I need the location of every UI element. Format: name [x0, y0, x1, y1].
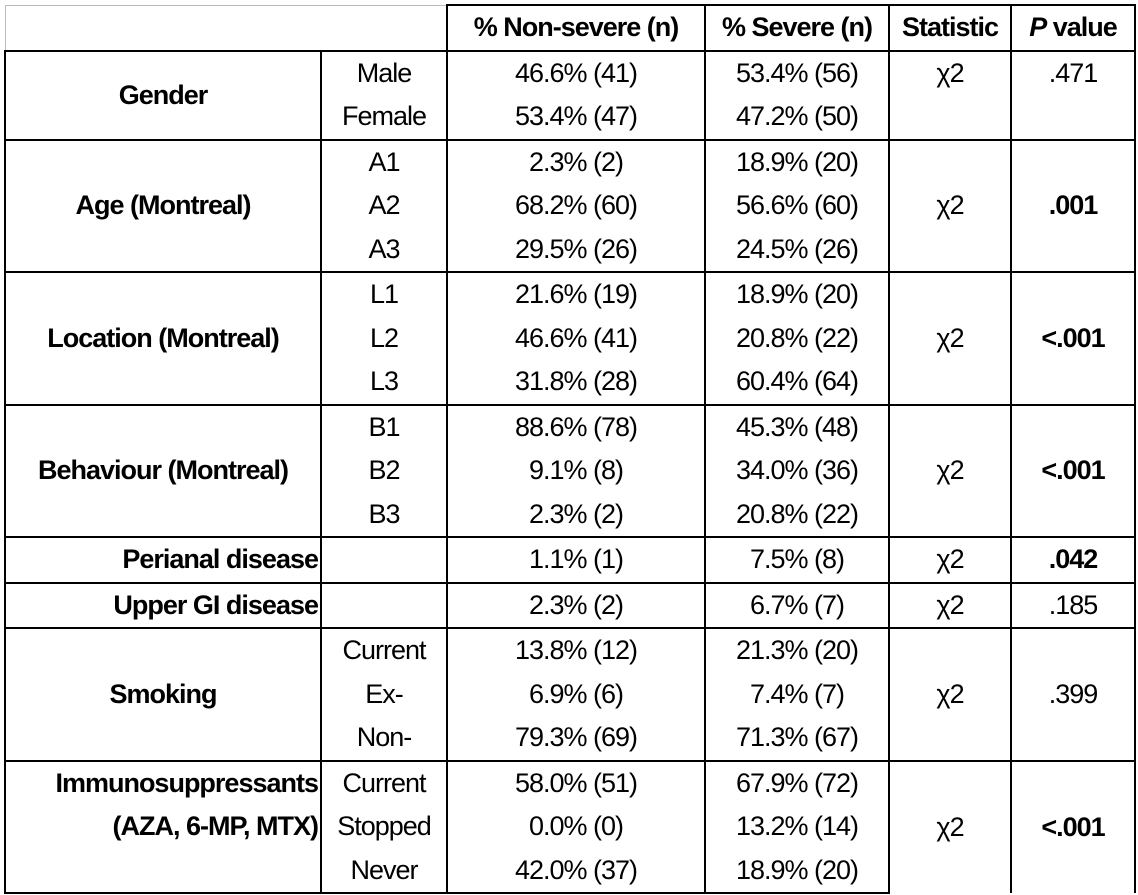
table-row [5, 51, 1135, 96]
results-table [4, 4, 1136, 894]
header-p-italic: P [1029, 12, 1047, 43]
p-value: <.001 [1011, 272, 1135, 405]
nonsevere-value: 42.0% (37) [447, 849, 705, 894]
severe-value: 21.3% (20) [705, 628, 889, 673]
header-blank-cell [5, 5, 447, 51]
p-value: <.001 [1011, 405, 1135, 538]
p-value: .001 [1011, 140, 1135, 273]
severe-value: 6.7% (7) [705, 583, 889, 629]
nonsevere-value: 21.6% (19) [447, 272, 705, 317]
nonsevere-value: 0.0% (0) [447, 805, 705, 849]
sub-label: Ex- [321, 673, 447, 717]
table-row [5, 628, 1135, 673]
sub-label: L3 [321, 360, 447, 405]
table-row [5, 761, 1135, 806]
severe-value: 20.8% (22) [705, 493, 889, 538]
table-row [5, 272, 1135, 317]
severe-value: 7.5% (8) [705, 537, 889, 583]
nonsevere-value: 13.8% (12) [447, 628, 705, 673]
sub-label: B3 [321, 493, 447, 538]
nonsevere-value: 2.3% (2) [447, 140, 705, 185]
sub-label: Current [321, 628, 447, 673]
header-severe: % Severe (n) [705, 5, 889, 51]
nonsevere-value: 2.3% (2) [447, 493, 705, 538]
table-row [5, 405, 1135, 450]
p-empty [1011, 95, 1135, 140]
sub-label: Never [321, 849, 447, 894]
header-statistic: Statistic [889, 5, 1011, 51]
statistic-empty [889, 95, 1011, 140]
header-p-rest: value [1046, 12, 1117, 43]
statistic-value: χ2 [889, 537, 1011, 583]
nonsevere-value: 31.8% (28) [447, 360, 705, 405]
severe-value: 18.9% (20) [705, 140, 889, 185]
statistic-value: χ2 [889, 51, 1011, 96]
severe-value: 47.2% (50) [705, 95, 889, 140]
severe-value: 24.5% (26) [705, 228, 889, 273]
sub-label: Stopped [321, 805, 447, 849]
statistic-value: χ2 [889, 761, 1011, 894]
group-label-gender: Gender [5, 51, 321, 140]
severe-value: 67.9% (72) [705, 761, 889, 806]
nonsevere-value: 46.6% (41) [447, 317, 705, 361]
sub-label: L2 [321, 317, 447, 361]
table-row [5, 583, 1135, 629]
table-row [5, 537, 1135, 583]
sub-label: A1 [321, 140, 447, 185]
severe-value: 18.9% (20) [705, 849, 889, 894]
p-value: .185 [1011, 583, 1135, 629]
group-label-behaviour: Behaviour (Montreal) [5, 405, 321, 538]
severe-value: 34.0% (36) [705, 449, 889, 493]
sub-label: Non- [321, 716, 447, 761]
severe-value: 20.8% (22) [705, 317, 889, 361]
sub-label: A2 [321, 184, 447, 228]
nonsevere-value: 29.5% (26) [447, 228, 705, 273]
label-empty [5, 849, 321, 894]
table-row [5, 140, 1135, 185]
nonsevere-value: 46.6% (41) [447, 51, 705, 96]
nonsevere-value: 79.3% (69) [447, 716, 705, 761]
p-value: .399 [1011, 628, 1135, 761]
statistic-value: χ2 [889, 140, 1011, 273]
severe-value: 71.3% (67) [705, 716, 889, 761]
group-label-immunosuppressants-agents: (AZA, 6-MP, MTX) [5, 805, 321, 849]
nonsevere-value: 53.4% (47) [447, 95, 705, 140]
header-nonsevere: % Non-severe (n) [447, 5, 705, 51]
severe-value: 18.9% (20) [705, 272, 889, 317]
header-row [5, 5, 1135, 51]
severe-value: 13.2% (14) [705, 805, 889, 849]
nonsevere-value: 2.3% (2) [447, 583, 705, 629]
sub-label: A3 [321, 228, 447, 273]
sub-label: Female [321, 95, 447, 140]
sub-label: B2 [321, 449, 447, 493]
severe-value: 56.6% (60) [705, 184, 889, 228]
sub-label: Male [321, 51, 447, 96]
nonsevere-value: 9.1% (8) [447, 449, 705, 493]
p-value: <.001 [1011, 761, 1135, 894]
group-label-location: Location (Montreal) [5, 272, 321, 405]
severe-value: 7.4% (7) [705, 673, 889, 717]
sub-label: Current [321, 761, 447, 806]
group-label-perianal: Perianal disease [5, 537, 321, 583]
severe-value: 53.4% (56) [705, 51, 889, 96]
statistic-value: χ2 [889, 628, 1011, 761]
group-label-age: Age (Montreal) [5, 140, 321, 273]
p-value: .471 [1011, 51, 1135, 96]
nonsevere-value: 6.9% (6) [447, 673, 705, 717]
header-p-value [1011, 5, 1135, 51]
nonsevere-value: 88.6% (78) [447, 405, 705, 450]
statistic-value: χ2 [889, 583, 1011, 629]
group-label-upper-gi: Upper GI disease [5, 583, 321, 629]
statistic-value: χ2 [889, 405, 1011, 538]
group-label-smoking: Smoking [5, 628, 321, 761]
nonsevere-value: 1.1% (1) [447, 537, 705, 583]
p-value: .042 [1011, 537, 1135, 583]
sub-label: B1 [321, 405, 447, 450]
statistic-value: χ2 [889, 272, 1011, 405]
severe-value: 45.3% (48) [705, 405, 889, 450]
nonsevere-value: 58.0% (51) [447, 761, 705, 806]
sub-label: L1 [321, 272, 447, 317]
nonsevere-value: 68.2% (60) [447, 184, 705, 228]
sub-label [321, 537, 447, 583]
severe-value: 60.4% (64) [705, 360, 889, 405]
group-label-immunosuppressants: Immunosuppressants [5, 761, 321, 806]
sub-label [321, 583, 447, 629]
